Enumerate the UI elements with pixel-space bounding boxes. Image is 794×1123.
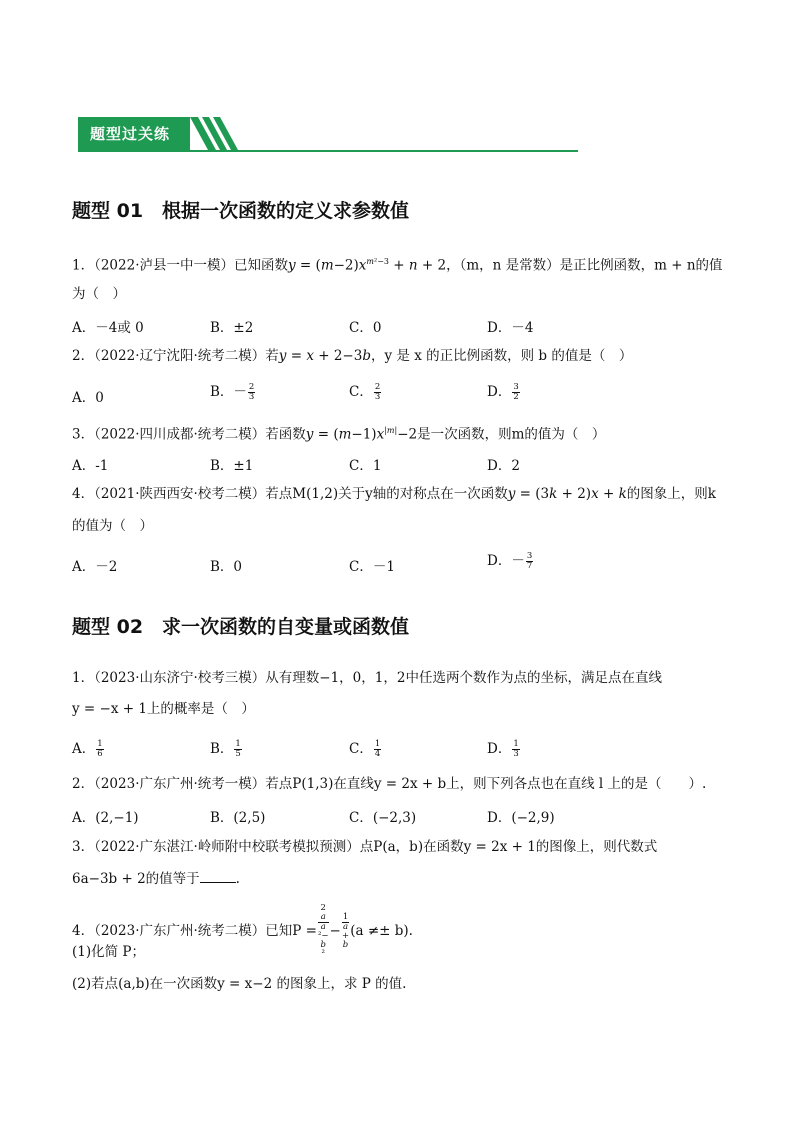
banner-title: 题型过关练 [90,125,171,143]
option-c: C．－1 [349,559,395,575]
option-b: B．±2 [210,320,254,336]
option-b: B． $\frac{1}{5}$ [210,739,241,759]
option-a: A．0 [72,390,104,406]
option-c: C．1 [349,458,382,474]
option-b: B．±1 [210,458,254,474]
option-a: A． $\frac{1}{6}$ [72,739,103,759]
question-stem: 1．（2023·山东济宁·校考三模）从有理数−1，0，1，2中任选两个数作为点的坐标，满足点在直线 [72,670,662,686]
question-stem-cont: 6a−3b + 2的值等于 . [72,871,240,887]
section-title: 题型 02 求一次函数的自变量或函数值 [72,616,410,638]
option-d: D． $\frac{3}{2}$ [487,382,519,402]
question-stem: 2．（2022·辽宁沈阳·统考二模）若y = x + 2−3b，y 是 x 的正比例函数，则 b 的值是（ ） [72,348,633,364]
question-part: (2)若点(a,b)在一次函数y = x−2 的图象上，求 P 的值. [72,976,407,992]
option-b: B．(2,5) [210,810,266,826]
question-stem-cont: 为（ ） [72,286,126,302]
option-d: D．－4 [487,320,534,336]
option-a: A．(2,−1) [72,810,139,826]
option-c: C． $\frac{1}{4}$ [349,739,381,759]
option-d: D． $\frac{1}{3}$ [487,739,519,759]
option-a: A．－2 [72,559,118,575]
option-a: A．-1 [72,458,109,474]
question-stem: 3．（2022·广东湛江·岭师附中校联考模拟预测）点P(a，b)在函数y = 2x + 1的图像上，则代数式 [72,839,658,855]
banner-underline [78,150,578,152]
question-stem: 3．（2022·四川成都·统考二模）若函数$y = (m-1)x^{|m|}-2$是一次函数，则m的值为（ ） [72,426,606,443]
option-b: B．0 [210,559,243,575]
question-stem: 2．（2023·广东广州·统考一模）若点P(1,3)在直线y = 2x + b上，则下列各点也在直线 l 上的是（ ）. [72,776,707,792]
option-d: D．2 [487,458,520,474]
option-c: C． $\frac{2}{3}$ [349,382,381,402]
option-b: B．－ $\frac{2}{3}$ [210,382,255,402]
answer-blank[interactable] [200,870,236,883]
question-stem: 4．（2021·陕西西安·校考二模）若点M(1,2)关于y轴的对称点在一次函数y = (3k + 2)x + k的图象上，则k [72,486,716,502]
option-d: D．－ $\frac{3}{7}$ [487,551,533,571]
question-stem: 1．（2022·泸县一中一模）已知函数$y = (m-2)x^{m^2-3} + n + 2$，（m，n 是常数）是正比例函数，m + n的值 [72,257,723,274]
question-stem-cont: y = −x + 1上的概率是（ ） [72,701,255,717]
banner-stripes-icon [190,117,240,150]
option-d: D．(−2,9) [487,810,555,826]
question-stem: 4．（2023·广东广州·统考二模）已知P = 2 a a ²− b ² − 1 a + b (a ≠± b). [72,903,413,959]
option-a: A．－4或 0 [72,320,144,336]
section-banner [78,117,578,153]
section-title: 题型 01 根据一次函数的定义求参数值 [72,200,410,222]
option-c: C．(−2,3) [349,810,417,826]
question-part: (1)化简 P； [72,944,145,960]
option-c: C．0 [349,320,382,336]
question-stem-cont: 的值为（ ） [72,518,153,534]
